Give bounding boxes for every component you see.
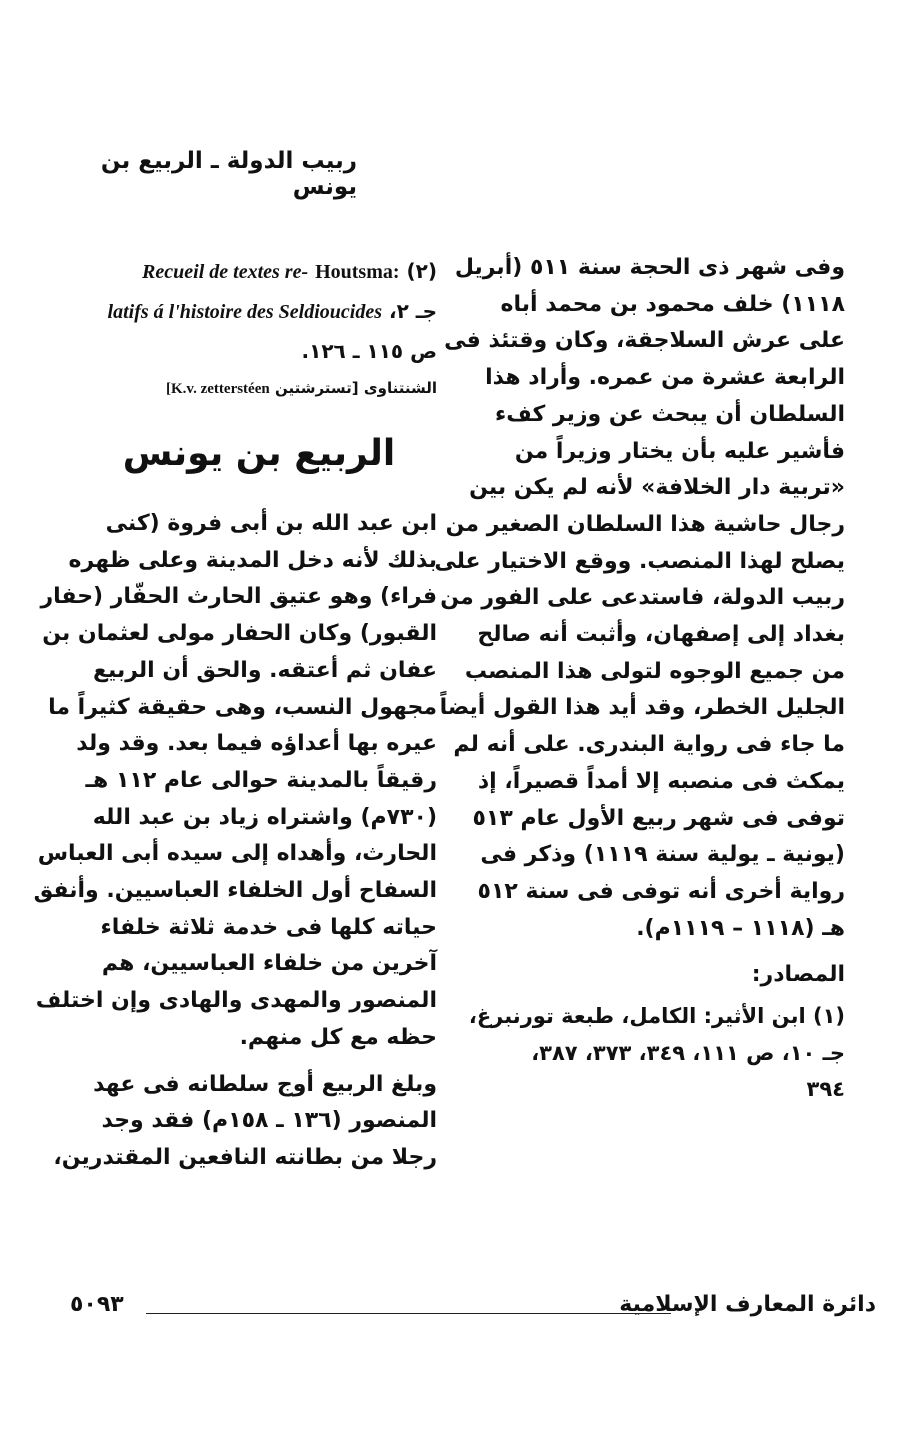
paragraph-continuation (434, 250, 845, 947)
footer-title: دائرة المعارف الإسلامية (619, 1292, 876, 1317)
text-line: بغداد إلى إصفهان، وأثبت أنه صالح (477, 622, 845, 648)
text-line: مجهول النسب، وهى حقيقة كثيراً ما (48, 694, 437, 720)
text-line: توفى فى شهر ربيع الأول عام ٥١٣ (472, 805, 845, 831)
text-line: الرابعة عشرة من عمره. وأراد هذا (485, 365, 845, 391)
text-line: وفى شهر ذى الحجة سنة ٥١١ (أبريل (454, 255, 845, 280)
text-line: المنصور (١٣٦ ـ ١٥٨م) فقد وجد (101, 1108, 437, 1134)
page-number: ٥٠٩٣ (70, 1292, 124, 1317)
text-line: هـ (١١١٨ – ١١١٩م). (636, 915, 845, 941)
left-column (33, 252, 437, 1177)
text-line (81, 252, 437, 292)
text-line: يمكث فى منصبه إلا أمداً قصيراً، إذ (477, 768, 845, 794)
sources-heading (487, 957, 845, 994)
source-item-1 (468, 998, 845, 1108)
text-line (81, 373, 437, 404)
text-line: جـ ١٠، ص ١١١، ٣٤٩، ٣٧٣، ٣٨٧، (531, 1040, 845, 1065)
paragraph-2 (53, 1067, 437, 1177)
text-line: الجليل الخطر، وقد أيد هذا القول أيضاً (439, 695, 845, 721)
text-line: (٧٣٠م) واشتراه زياد بن عبد الله (92, 804, 437, 830)
text-line: (يونية ـ يولية سنة ١١١٩) وذكر فى (480, 842, 845, 868)
ref-title-part-2: latifs á l'histoire des Seldioucides (107, 301, 382, 323)
author-latin: [K.v. zetterstéen (166, 381, 270, 397)
sources-heading-text: المصادر: (751, 962, 845, 988)
text-line: يصلح لهذا المنصب. ووقع الاختيار على (434, 548, 845, 574)
right-column (434, 250, 845, 1108)
text-line: على عرش السلاجقة، وكان وقتئذ فى (444, 328, 845, 354)
text-line: حظه مع كل منهم. (239, 1024, 437, 1050)
text-line: عيره بها أعداؤه فيما بعد. وقد ولد (76, 731, 437, 757)
ref-title-part-1: Recueil de textes re- (142, 261, 309, 283)
text-line: ١١١٨) خلف محمود بن محمد أباه (500, 291, 845, 317)
author-arabic: الشنتناوى [تسترشتين (274, 379, 437, 397)
text-line: ربيب الدولة، فاستدعى على الفور من (440, 585, 845, 611)
text-line: فراء) وهو عتيق الحارث الحفّار (حفار (40, 584, 437, 610)
text-line: السلطان أن يبحث عن وزير كفء (495, 401, 845, 427)
text-line: من جميع الوجوه لتولى هذا المنصب (464, 658, 845, 684)
footer-rule (146, 1313, 671, 1314)
text-line: رواية أخرى أنه توفى فى سنة ٥١٢ (477, 878, 845, 904)
running-header: ربيب الدولة ـ الربيع بن يونس (100, 148, 357, 200)
text-line: السفاح أول الخلفاء العباسيين. وأنفق (33, 878, 437, 904)
text-line: بذلك لأنه دخل المدينة وعلى ظهره (68, 547, 437, 573)
ref-number: (٢) (406, 259, 437, 283)
text-line: عفان ثم أعتقه. والحق أن الربيع (92, 657, 437, 683)
text-line: (١) ابن الأثير: الكامل، طبعة تورنبرغ، (468, 1004, 845, 1029)
article-title: الربيع بن يونس (122, 433, 396, 474)
page-footer (70, 1292, 876, 1332)
text-line: الحارث، وأهداه إلى سيده أبى العباس (37, 841, 437, 867)
ref-pages: ص ١١٥ ـ ١٢٦. (301, 339, 437, 363)
text-line: آخرين من خلفاء العباسيين، هم (101, 951, 437, 977)
text-line: رجال حاشية هذا السلطان الصغير من (445, 511, 845, 537)
text-line: وبلغ الربيع أوج سلطانه فى عهد (93, 1071, 437, 1097)
source-item-2 (81, 252, 437, 371)
text-line: ابن عبد الله بن أبى فروة (كنى (105, 511, 437, 536)
text-line: رقيقاً بالمدينة حوالى عام ١١٢ هـ (85, 767, 437, 793)
ref-volume: جـ ٢، (388, 299, 437, 323)
paragraph-1 (33, 506, 437, 1057)
text-line: رجلا من بطانته النافعين المقتدرين، (53, 1144, 437, 1170)
ref-author: Houtsma: (315, 261, 400, 283)
text-line: القبور) وكان الحفار مولى لعثمان بن (42, 621, 437, 647)
text-line: المنصور والمهدى والهادى وإن اختلف (35, 988, 437, 1014)
text-line: «تربية دار الخلافة» لأنه لم يكن بين (469, 475, 845, 501)
text-line: فأشير عليه بأن يختار وزيراً من (514, 438, 845, 464)
text-line: ٣٩٤ (806, 1077, 845, 1102)
article-author (81, 373, 437, 404)
text-line (81, 292, 437, 332)
text-line: ما جاء فى رواية البندرى. على أنه لم (453, 732, 845, 758)
text-line: حياته كلها فى خدمة ثلاثة خلفاء (100, 914, 437, 940)
